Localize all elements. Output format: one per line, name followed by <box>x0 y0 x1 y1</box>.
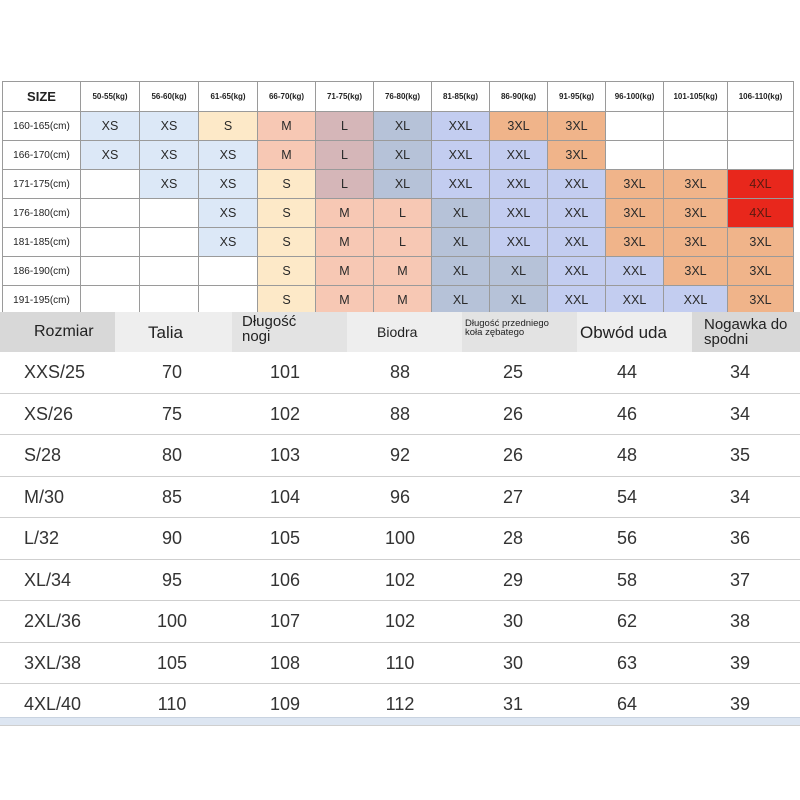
size-cell: XL <box>374 112 432 141</box>
measurement-value: 44 <box>616 362 638 382</box>
measurement-value: 26 <box>502 403 524 424</box>
table-row <box>0 435 800 477</box>
size-cell: XL <box>432 286 490 315</box>
size-cell <box>664 141 728 170</box>
height-label: 186-190(cm) <box>3 257 81 286</box>
size-cell: XS <box>140 112 199 141</box>
size-cell: XL <box>432 199 490 228</box>
measurement-value: 62 <box>616 611 638 631</box>
size-cell: 3XL <box>664 228 728 257</box>
size-cell: L <box>316 170 374 199</box>
measurement-value: 109 <box>269 694 301 714</box>
size-cell <box>140 228 199 257</box>
measurement-value: 88 <box>389 403 411 424</box>
measurement-value: 48 <box>616 445 638 465</box>
size-cell: XXL <box>490 199 548 228</box>
measurement-value: 96 <box>389 486 411 507</box>
measurement-value: 34 <box>729 362 751 382</box>
header-cell-front-rise <box>462 312 577 352</box>
measurement-value: 110 <box>385 652 415 673</box>
size-cell: 3XL <box>606 199 664 228</box>
size-cell <box>140 286 199 315</box>
measurement-value: 92 <box>389 445 411 465</box>
header-thigh-label: Obwód uda <box>580 322 667 342</box>
measurement-value: 85 <box>161 486 183 507</box>
header-cell-leg-opening <box>692 312 800 352</box>
size-cell <box>81 199 140 228</box>
size-value: L/32 <box>24 528 60 548</box>
size-cell: S <box>258 286 316 315</box>
weight-header-row <box>3 82 794 112</box>
height-row <box>3 199 794 228</box>
header-leg-opening-label: Nogawka do spodni <box>704 316 788 348</box>
measurement-value: 25 <box>502 362 524 382</box>
height-label: 191-195(cm) <box>3 286 81 315</box>
size-cell: 4XL <box>728 199 794 228</box>
size-cell: 3XL <box>548 141 606 170</box>
weight-header-cell: 106-110(kg) <box>728 82 794 112</box>
height-label: 181-185(cm) <box>3 228 81 257</box>
size-cell <box>728 141 794 170</box>
header-hips-label: Biodra <box>377 324 418 340</box>
height-label: 171-175(cm) <box>3 170 81 199</box>
height-label: 176-180(cm) <box>3 199 81 228</box>
size-cell <box>140 199 199 228</box>
size-cell: 3XL <box>664 170 728 199</box>
measurement-value: 29 <box>502 569 524 590</box>
size-cell: XS <box>81 112 140 141</box>
measurement-value: 103 <box>269 445 301 465</box>
size-cell <box>199 286 258 315</box>
size-cell: M <box>316 228 374 257</box>
size-cell: XXL <box>606 286 664 315</box>
height-label: 160-165(cm) <box>3 112 81 141</box>
measurement-value: 106 <box>269 569 301 590</box>
measurement-value: 64 <box>616 694 638 714</box>
table-row <box>0 352 800 394</box>
measurement-value: 63 <box>616 652 638 673</box>
measurement-value: 102 <box>384 611 416 631</box>
size-cell <box>81 286 140 315</box>
measurement-value: 39 <box>729 694 751 714</box>
measurement-value: 28 <box>502 528 524 548</box>
weight-header-cell: 66-70(kg) <box>258 82 316 112</box>
table-row <box>0 518 800 560</box>
size-cell: 3XL <box>606 228 664 257</box>
weight-header-cell: 50-55(kg) <box>81 82 140 112</box>
header-waist-label: Talia <box>148 322 183 342</box>
size-cell: XS <box>199 141 258 170</box>
size-cell <box>606 141 664 170</box>
measurement-value: 37 <box>729 569 751 590</box>
size-cell: XL <box>432 228 490 257</box>
size-cell <box>606 112 664 141</box>
size-cell: XXL <box>548 170 606 199</box>
size-cell: XXL <box>432 170 490 199</box>
height-row <box>3 141 794 170</box>
size-cell: M <box>316 199 374 228</box>
measurement-value: 75 <box>161 403 183 424</box>
measurement-value: 100 <box>384 528 416 548</box>
measurement-value: 27 <box>502 486 524 507</box>
measurement-value: 38 <box>729 611 751 631</box>
measurement-value: 110 <box>157 694 187 714</box>
measurement-value: 58 <box>616 569 638 590</box>
size-value: 3XL/38 <box>24 652 82 673</box>
measurement-value: 54 <box>616 486 638 507</box>
size-cell: XS <box>81 141 140 170</box>
size-cell: XXL <box>432 141 490 170</box>
size-cell <box>664 112 728 141</box>
size-cell: M <box>374 286 432 315</box>
measurement-value: 104 <box>269 486 301 507</box>
weight-header-cell: 96-100(kg) <box>606 82 664 112</box>
header-cell-size <box>0 312 115 352</box>
size-cell: XL <box>490 257 548 286</box>
table-row <box>0 560 800 602</box>
height-row <box>3 112 794 141</box>
size-cell: S <box>258 257 316 286</box>
weight-header-cell: 81-85(kg) <box>432 82 490 112</box>
height-label: 166-170(cm) <box>3 141 81 170</box>
measurement-value: 31 <box>502 694 524 714</box>
measurement-value: 105 <box>269 528 301 548</box>
size-cell: M <box>316 257 374 286</box>
measurement-value: 46 <box>616 403 638 424</box>
header-leg-length-label: Długość nogi <box>242 313 297 345</box>
header-cell-thigh <box>577 312 692 352</box>
size-cell: 3XL <box>664 199 728 228</box>
measurement-value: 101 <box>269 362 301 382</box>
size-cell: 3XL <box>728 228 794 257</box>
table-row <box>0 477 800 519</box>
size-cell: M <box>258 112 316 141</box>
size-cell: XXL <box>606 257 664 286</box>
measurement-value: 100 <box>156 611 188 631</box>
size-cell <box>199 257 258 286</box>
size-cell: XS <box>199 199 258 228</box>
table-row <box>0 643 800 685</box>
measurement-value: 95 <box>161 569 183 590</box>
size-cell: S <box>258 228 316 257</box>
weight-header-cell: 61-65(kg) <box>199 82 258 112</box>
measurement-value: 80 <box>161 445 183 465</box>
size-value: 4XL/40 <box>24 694 82 714</box>
header-front-rise-label: Długość przedniego koła zębatego <box>465 317 549 338</box>
measurement-value: 56 <box>616 528 638 548</box>
size-value: XXS/25 <box>24 362 86 382</box>
size-value: M/30 <box>24 486 65 507</box>
measurement-value: 107 <box>269 611 301 631</box>
size-cell: 3XL <box>548 112 606 141</box>
bottom-divider <box>0 717 800 725</box>
size-cell: L <box>316 141 374 170</box>
size-cell: XS <box>140 170 199 199</box>
measurement-value: 30 <box>502 611 524 631</box>
measurement-value: 34 <box>729 486 751 507</box>
size-cell: S <box>258 170 316 199</box>
size-cell: XL <box>374 141 432 170</box>
size-cell: XL <box>432 257 490 286</box>
table-row <box>0 601 800 643</box>
header-size-label: Rozmiar <box>34 323 94 340</box>
size-cell: XXL <box>548 257 606 286</box>
size-cell: XXL <box>490 170 548 199</box>
weight-header-cell: 56-60(kg) <box>140 82 199 112</box>
table-row <box>0 394 800 436</box>
size-cell <box>81 228 140 257</box>
measurement-value: 105 <box>156 652 188 673</box>
size-cell: S <box>199 112 258 141</box>
size-cell: L <box>316 112 374 141</box>
measurement-value: 90 <box>161 528 183 548</box>
size-cell: XXL <box>432 112 490 141</box>
measurement-value: 112 <box>385 694 415 714</box>
size-cell: XXL <box>490 141 548 170</box>
size-cell: 3XL <box>728 286 794 315</box>
size-cell: L <box>374 199 432 228</box>
size-cell: XL <box>490 286 548 315</box>
measurement-header <box>0 312 800 352</box>
size-cell <box>140 257 199 286</box>
size-cell <box>81 257 140 286</box>
weight-header-cell: 76-80(kg) <box>374 82 432 112</box>
size-cell: M <box>374 257 432 286</box>
measurement-value: 108 <box>269 652 301 673</box>
measurement-table <box>0 352 800 726</box>
measurement-value: 36 <box>729 528 751 548</box>
measurement-value: 30 <box>502 652 524 673</box>
size-cell: 4XL <box>728 170 794 199</box>
size-cell: 3XL <box>606 170 664 199</box>
size-cell: XL <box>374 170 432 199</box>
measurement-value: 70 <box>161 362 183 382</box>
size-cell: XXL <box>548 228 606 257</box>
size-cell <box>728 112 794 141</box>
size-cell: XS <box>199 170 258 199</box>
size-value: XS/26 <box>24 403 74 424</box>
size-cell: S <box>258 199 316 228</box>
size-cell: XS <box>140 141 199 170</box>
weight-header-cell: 91-95(kg) <box>548 82 606 112</box>
weight-header-cell: 71-75(kg) <box>316 82 374 112</box>
weight-header-cell: 101-105(kg) <box>664 82 728 112</box>
measurement-value: 102 <box>384 569 416 590</box>
measurement-value: 35 <box>729 445 751 465</box>
size-cell: 3XL <box>728 257 794 286</box>
header-cell-hips <box>347 312 462 352</box>
weight-header-cell: 86-90(kg) <box>490 82 548 112</box>
size-cell: XXL <box>548 199 606 228</box>
height-row <box>3 257 794 286</box>
header-cell-leg-length <box>232 312 347 352</box>
size-cell: XXL <box>548 286 606 315</box>
size-corner-label: SIZE <box>3 82 81 112</box>
size-value: 2XL/36 <box>24 611 82 631</box>
measurement-value: 102 <box>269 403 301 424</box>
height-row <box>3 170 794 199</box>
measurement-value: 26 <box>502 445 524 465</box>
size-cell: 3XL <box>490 112 548 141</box>
size-cell: L <box>374 228 432 257</box>
size-value: S/28 <box>24 445 62 465</box>
height-row <box>3 228 794 257</box>
measurement-value: 34 <box>729 403 751 424</box>
size-value: XL/34 <box>24 569 72 590</box>
measurement-value: 39 <box>729 652 751 673</box>
measurement-value: 88 <box>389 362 411 382</box>
size-cell: 3XL <box>664 257 728 286</box>
size-cell: XXL <box>490 228 548 257</box>
size-grid <box>2 81 794 315</box>
height-row <box>3 286 794 315</box>
size-cell: M <box>316 286 374 315</box>
size-cell <box>81 170 140 199</box>
size-cell: XS <box>199 228 258 257</box>
size-cell: XXL <box>664 286 728 315</box>
size-cell: M <box>258 141 316 170</box>
header-cell-waist <box>115 312 232 352</box>
